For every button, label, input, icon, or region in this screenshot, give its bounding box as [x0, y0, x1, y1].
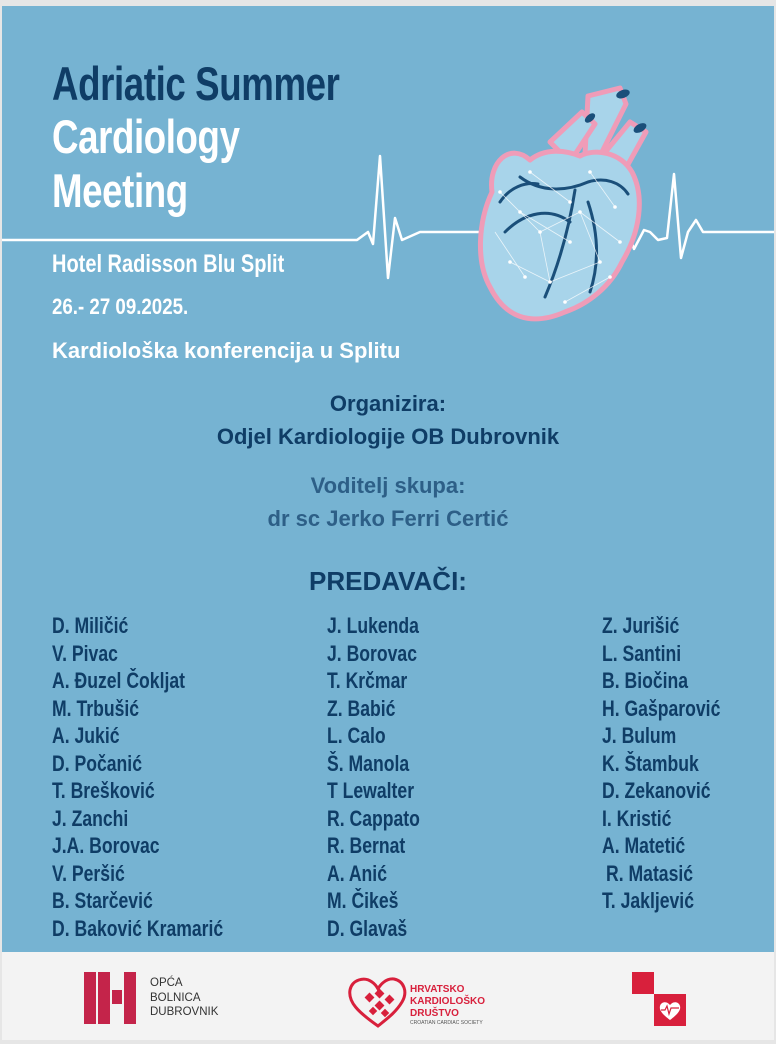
speaker-name: D. Počanić	[52, 750, 142, 776]
hospital-logo-text	[150, 976, 218, 1020]
speaker-name: M. Trbušić	[52, 695, 140, 721]
speaker-name: T. Brešković	[52, 778, 155, 803]
society-logo-line: HRVATSKO	[410, 984, 465, 995]
speaker-name: J. Borovac	[327, 640, 417, 666]
speaker-name: J. Zanchi	[52, 805, 129, 831]
speaker-name: V. Peršić	[52, 860, 125, 886]
speaker-name: B. Biočina	[602, 668, 689, 693]
speakers-column-2	[327, 612, 443, 942]
footer-logos	[2, 952, 774, 1040]
speaker-name: H. Gašparović	[602, 695, 721, 721]
speaker-name: J.A. Borovac	[52, 833, 160, 858]
speaker-name: D. Baković Kramarić	[52, 915, 224, 941]
society-logo-line: KARDIOLOŠKO	[410, 996, 485, 1007]
speaker-name: L. Calo	[327, 723, 386, 748]
speaker-name: Z. Babić	[327, 695, 396, 721]
speaker-name: A. Matetić	[602, 833, 686, 858]
poster	[2, 6, 774, 952]
event-dates: 26.- 27 09.2025.	[52, 294, 189, 319]
speakers-column-1	[52, 612, 266, 942]
speaker-name: Š. Manola	[327, 750, 410, 776]
speaker-name: R. Matasić	[606, 860, 694, 886]
speakers-column-3	[602, 612, 750, 915]
speaker-name: V. Pivac	[52, 640, 118, 666]
hospital-logo-line: OPĆA	[150, 977, 183, 989]
venue: Hotel Radisson Blu Split	[52, 250, 285, 278]
hospital-logo-line: BOLNICA	[150, 991, 201, 1004]
leader-value: dr sc Jerko Ferri Certić	[267, 506, 509, 531]
leader-label: Voditelj skupa:	[310, 473, 466, 498]
speaker-name: A. Đuzel Čokljat	[52, 668, 185, 693]
speaker-name: A. Anić	[327, 860, 387, 886]
hospital-logo-icon	[84, 972, 144, 1028]
title-line-1: Adriatic Summer	[52, 57, 340, 110]
speaker-name: J. Bulum	[602, 723, 677, 748]
speakers-heading: PREDAVAČI:	[309, 566, 467, 596]
red-squares-heart-icon	[632, 972, 692, 1032]
speaker-name: D. Miličić	[52, 613, 129, 638]
speaker-name: T. Krčmar	[327, 668, 408, 693]
speaker-name: K. Štambuk	[602, 750, 699, 776]
speaker-name: D. Glavaš	[327, 915, 408, 941]
speaker-name: B. Starčević	[52, 888, 153, 913]
society-heart-icon	[348, 976, 408, 1028]
speaker-name: L. Santini	[602, 640, 682, 666]
speaker-name: R. Cappato	[327, 805, 420, 831]
organizer-label: Organizira:	[329, 391, 447, 416]
society-logo-line: DRUŠTVO	[410, 1008, 459, 1019]
society-logo-text	[410, 984, 485, 1027]
society-logo-subtitle: CROATIAN CARDIAC SOCIETY	[410, 1020, 483, 1026]
speaker-name: M. Čikeš	[327, 888, 399, 913]
speaker-name: I. Kristić	[602, 805, 672, 831]
speaker-name: R. Bernat	[327, 833, 406, 858]
heart-icon	[470, 82, 670, 342]
speaker-name: Z. Jurišić	[602, 613, 680, 638]
conference-subtitle: Kardiološka konferencija u Splitu	[52, 338, 401, 363]
speaker-name: T Lewalter	[327, 778, 415, 803]
speaker-name: A. Jukić	[52, 723, 120, 748]
hospital-logo-line: DUBROVNIK	[150, 1006, 219, 1018]
speaker-name: T. Jakljević	[602, 888, 694, 913]
organizer-value: Odjel Kardiologije OB Dubrovnik	[216, 424, 560, 449]
speaker-name: D. Zekanović	[602, 778, 711, 803]
title-line-2: Cardiology	[52, 110, 240, 163]
title-line-3: Meeting	[52, 164, 188, 217]
speaker-name: J. Lukenda	[327, 613, 419, 638]
